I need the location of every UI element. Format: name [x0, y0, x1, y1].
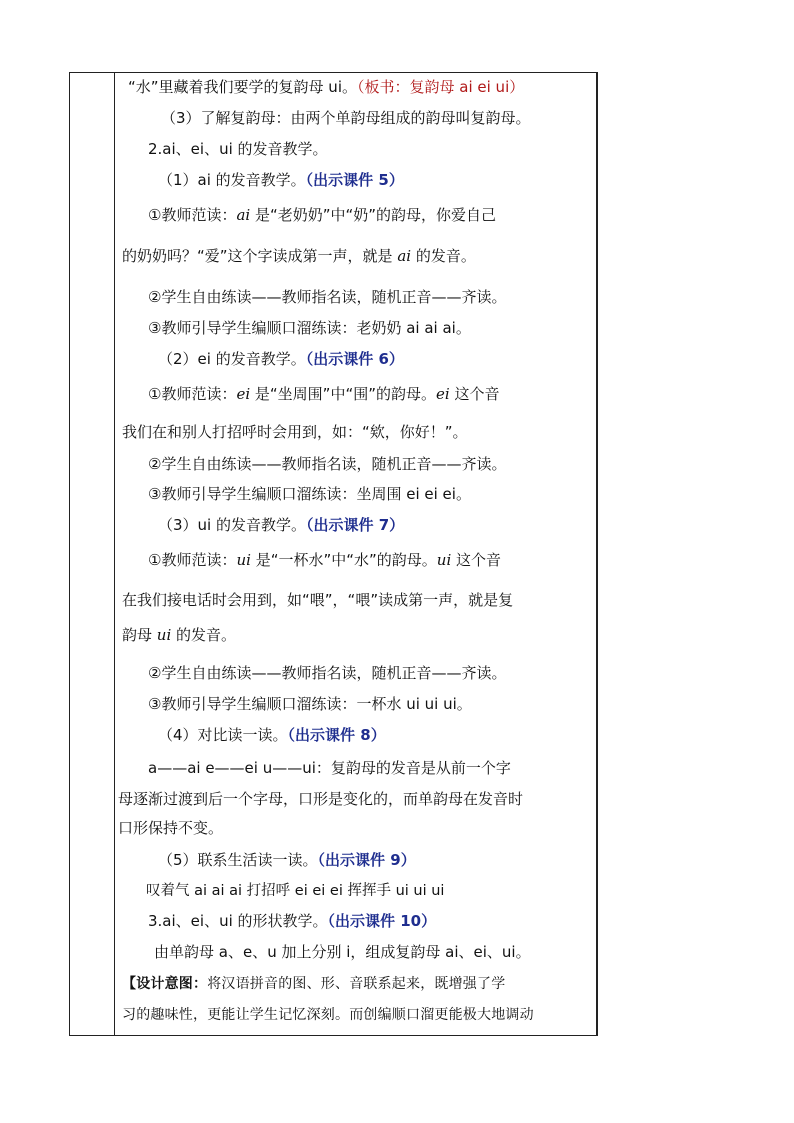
pinyin-italic: ui	[156, 626, 172, 644]
text-line	[122, 625, 236, 645]
text-span: 是“坐周围”中“围”的韵母。	[250, 385, 436, 403]
subsection-heading	[158, 850, 416, 870]
pinyin-italic: ei	[436, 385, 450, 403]
text-span: 的发音。	[411, 247, 476, 265]
text-span: （2）ei 的发音教学。	[158, 350, 306, 368]
pinyin-italic: ui	[236, 551, 251, 569]
text-line: 由单韵母 a、e、u 加上分别 i，组成复韵母 ai、ei、ui。	[154, 943, 531, 961]
subsection-heading	[158, 725, 386, 745]
text-span: 的发音。	[171, 626, 237, 644]
slide-reference: （出示课件 5）	[305, 171, 404, 189]
column-divider-right	[596, 73, 597, 1035]
text-span: ①教师范读：	[148, 385, 237, 403]
section-heading: 2.ai、ei、ui 的发音教学。	[148, 140, 328, 158]
slide-reference: （出示课件 8）	[287, 726, 386, 744]
text-line: ②学生自由练读——教师指名读，随机正音——齐读。	[148, 664, 507, 682]
text-line	[148, 384, 499, 404]
text-line: a——ai e——ei u——ui：复韵母的发音是从前一个字	[148, 759, 511, 777]
pinyin-italic: ei	[236, 385, 251, 403]
text-span: 这个音	[451, 551, 502, 569]
slide-reference: （出示课件 7）	[306, 516, 405, 534]
text-line: ③教师引导学生编顺口溜练读：老奶奶 ai ai ai。	[148, 319, 471, 337]
text-line	[148, 550, 501, 570]
pinyin-italic: ai	[236, 206, 251, 224]
text-line: ③教师引导学生编顺口溜练读：一杯水 ui ui ui。	[148, 695, 472, 713]
column-divider-left	[114, 73, 115, 1035]
slide-reference: （出示课件 10）	[327, 912, 437, 930]
section-heading	[148, 911, 436, 931]
text-span: 的奶奶吗？“爱”这个字读成第一声，就是	[122, 247, 398, 265]
text-line	[148, 205, 496, 225]
text-span: （1）ai 的发音教学。	[158, 171, 306, 189]
text-span: （5）联系生活读一读。	[158, 851, 318, 869]
text-span: ①教师范读：	[148, 551, 237, 569]
text-span: 3.ai、ei、ui 的形状教学。	[148, 912, 328, 930]
text-line: ②学生自由练读——教师指名读，随机正音——齐读。	[148, 455, 507, 473]
subsection-heading	[158, 349, 404, 369]
text-line: ②学生自由练读——教师指名读，随机正音——齐读。	[148, 288, 507, 306]
text-line: 在我们接电话时会用到，如“喂”，“喂”读成第一声，就是复	[122, 591, 514, 609]
text-line: 叹着气 ai ai ai 打招呼 ei ei ei 挥挥手 ui ui ui	[146, 883, 445, 899]
text-span: ①教师范读：	[148, 206, 237, 224]
text-span: （3）ui 的发音教学。	[158, 516, 306, 534]
text-span: “水”里藏着我们要学的复韵母 ui。	[128, 78, 357, 96]
text-line	[122, 246, 476, 266]
design-intent-line: 习的趣味性，更能让学生记忆深刻。而创编顺口溜更能极大地调动	[122, 1007, 534, 1023]
text-span: （4）对比读一读。	[158, 726, 288, 744]
text-line: 我们在和别人打招呼时会用到，如：“欸，你好！”。	[122, 423, 468, 441]
text-span: 将汉语拼音的图、形、音联系起来，既增强了学	[207, 976, 506, 992]
subsection-heading	[158, 170, 404, 190]
text-line: 母逐渐过渡到后一个字母，口形是变化的，而单韵母在发音时	[118, 790, 524, 808]
text-span: 韵母	[122, 626, 157, 644]
subsection-heading	[158, 515, 404, 535]
text-span: 是“老奶奶”中“奶”的韵母，你爱自己	[250, 206, 497, 224]
text-line: （3）了解复韵母：由两个单韵母组成的韵母叫复韵母。	[161, 109, 531, 127]
design-intent-line	[122, 974, 505, 994]
text-line: ③教师引导学生编顺口溜练读：坐周围 ei ei ei。	[148, 485, 471, 503]
text-line	[128, 77, 524, 97]
slide-reference: （出示课件 6）	[305, 350, 404, 368]
pinyin-italic: ui	[436, 551, 452, 569]
slide-reference: （出示课件 9）	[317, 851, 416, 869]
design-intent-label: 【设计意图：	[122, 976, 208, 992]
text-line: 口形保持不变。	[118, 819, 224, 837]
board-note: （板书：复韵母 ai ei ui）	[357, 78, 525, 96]
text-span: 是“一杯水”中“水”的韵母。	[250, 551, 437, 569]
pinyin-italic: ai	[397, 247, 412, 265]
text-span: 这个音	[449, 385, 500, 403]
